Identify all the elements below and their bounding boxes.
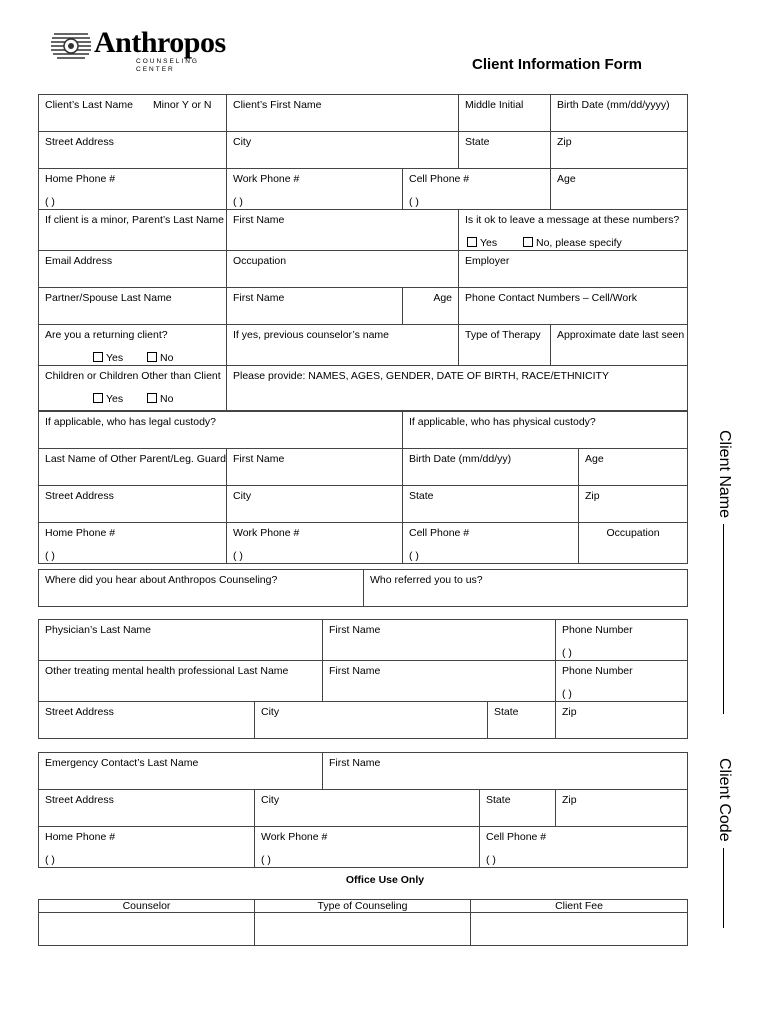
emergency-cell-phone-field[interactable]: Cell Phone # ( ) xyxy=(480,827,688,868)
state-field[interactable]: State xyxy=(459,132,551,169)
physician-phone-field[interactable]: Phone Number ( ) xyxy=(556,620,688,661)
other-parent-occupation-field[interactable]: Occupation xyxy=(579,523,688,564)
partner-first-name-field[interactable]: First Name xyxy=(227,288,403,325)
client-info-table xyxy=(38,94,688,411)
age-field[interactable]: Age xyxy=(551,169,688,210)
logo-mark-icon xyxy=(50,31,92,59)
phone-contact-numbers-field[interactable]: Phone Contact Numbers – Cell/Work xyxy=(459,288,688,325)
client-fee-header: Client Fee xyxy=(471,900,688,913)
other-parent-last-name-field[interactable]: Last Name of Other Parent/Leg. Guard xyxy=(39,449,227,486)
partner-age-field[interactable]: Age xyxy=(403,288,459,325)
children-yes-checkbox[interactable] xyxy=(93,393,103,403)
other-parent-street-field[interactable]: Street Address xyxy=(39,486,227,523)
returning-client-field[interactable]: Are you a returning client? Yes No xyxy=(39,325,227,366)
middle-initial-field[interactable]: Middle Initial xyxy=(459,95,551,132)
other-professional-first-name-field[interactable]: First Name xyxy=(323,661,556,702)
hear-about-field[interactable]: Where did you hear about Anthropos Counseling? xyxy=(39,570,364,607)
birth-date-field[interactable]: Birth Date (mm/dd/yyyy) xyxy=(551,95,688,132)
other-parent-cell-phone-field[interactable]: Cell Phone # ( ) xyxy=(403,523,579,564)
previous-counselor-field[interactable]: If yes, previous counselor’s name xyxy=(227,325,459,366)
type-of-counseling-field[interactable] xyxy=(255,913,471,946)
email-address-field[interactable]: Email Address xyxy=(39,251,227,288)
custody-table xyxy=(38,411,688,564)
other-parent-zip-field[interactable]: Zip xyxy=(579,486,688,523)
professional-zip-field[interactable]: Zip xyxy=(556,702,688,739)
logo-name: Anthropos xyxy=(94,26,226,59)
leave-message-no-checkbox[interactable] xyxy=(523,237,533,247)
partner-last-name-field[interactable]: Partner/Spouse Last Name xyxy=(39,288,227,325)
other-parent-work-phone-field[interactable]: Work Phone # ( ) xyxy=(227,523,403,564)
minor-label: Minor Y or N xyxy=(152,99,212,111)
emergency-city-field[interactable]: City xyxy=(255,790,480,827)
professional-city-field[interactable]: City xyxy=(255,702,488,739)
other-parent-birth-date-field[interactable]: Birth Date (mm/dd/yy) xyxy=(403,449,579,486)
city-field[interactable]: City xyxy=(227,132,459,169)
occupation-field[interactable]: Occupation xyxy=(227,251,459,288)
logo xyxy=(50,26,230,73)
approximate-date-field[interactable]: Approximate date last seen xyxy=(551,325,688,366)
emergency-street-field[interactable]: Street Address xyxy=(39,790,255,827)
other-parent-state-field[interactable]: State xyxy=(403,486,579,523)
referred-by-field[interactable]: Who referred you to us? xyxy=(364,570,688,607)
client-name-line[interactable] xyxy=(723,524,724,714)
returning-yes-checkbox[interactable] xyxy=(93,352,103,362)
other-parent-first-name-field[interactable]: First Name xyxy=(227,449,403,486)
zip-field[interactable]: Zip xyxy=(551,132,688,169)
emergency-work-phone-field[interactable]: Work Phone # ( ) xyxy=(255,827,480,868)
type-of-counseling-header: Type of Counseling xyxy=(255,900,471,913)
type-of-therapy-field[interactable]: Type of Therapy xyxy=(459,325,551,366)
client-last-name-field[interactable]: Client’s Last Name Minor Y or N xyxy=(39,95,227,132)
form-title: Client Information Form xyxy=(472,56,642,73)
emergency-first-name-field[interactable]: First Name xyxy=(323,753,688,790)
legal-custody-field[interactable]: If applicable, who has legal custody? xyxy=(39,412,403,449)
children-no-checkbox[interactable] xyxy=(147,393,157,403)
other-parent-home-phone-field[interactable]: Home Phone # ( ) xyxy=(39,523,227,564)
client-fee-field[interactable] xyxy=(471,913,688,946)
employer-field[interactable]: Employer xyxy=(459,251,688,288)
office-use-title: Office Use Only xyxy=(345,874,425,886)
client-code-side-label: Client Code xyxy=(715,758,733,928)
emergency-zip-field[interactable]: Zip xyxy=(556,790,688,827)
client-code-line[interactable] xyxy=(723,848,724,928)
physical-custody-field[interactable]: If applicable, who has physical custody? xyxy=(403,412,688,449)
professional-street-field[interactable]: Street Address xyxy=(39,702,255,739)
parent-last-name-field[interactable]: If client is a minor, Parent’s Last Name xyxy=(39,210,227,251)
children-field[interactable]: Children or Children Other than Client Yes No xyxy=(39,366,227,411)
referral-table xyxy=(38,569,688,607)
counselor-field[interactable] xyxy=(39,913,255,946)
children-details-field[interactable]: Please provide: NAMES, AGES, GENDER, DATE OF BIRTH, RACE/ETHNICITY xyxy=(227,366,688,411)
emergency-home-phone-field[interactable]: Home Phone # ( ) xyxy=(39,827,255,868)
leave-message-yes-checkbox[interactable] xyxy=(467,237,477,247)
cell-phone-field[interactable]: Cell Phone # ( ) xyxy=(403,169,551,210)
parent-first-name-field[interactable]: First Name xyxy=(227,210,459,251)
emergency-last-name-field[interactable]: Emergency Contact’s Last Name xyxy=(39,753,323,790)
physician-first-name-field[interactable]: First Name xyxy=(323,620,556,661)
physician-table xyxy=(38,619,688,739)
client-name-side-label: Client Name xyxy=(715,430,733,714)
leave-message-field[interactable]: Is it ok to leave a message at these numbers? Yes No, please specify xyxy=(459,210,688,251)
physician-last-name-field[interactable]: Physician’s Last Name xyxy=(39,620,323,661)
emergency-contact-table xyxy=(38,752,688,868)
other-professional-last-name-field[interactable]: Other treating mental health professional Last Name xyxy=(39,661,323,702)
logo-subtitle: COUNSELING CENTER xyxy=(136,58,199,73)
street-address-field[interactable]: Street Address xyxy=(39,132,227,169)
office-use-table xyxy=(38,899,688,946)
emergency-state-field[interactable]: State xyxy=(480,790,556,827)
work-phone-field[interactable]: Work Phone # ( ) xyxy=(227,169,403,210)
returning-no-checkbox[interactable] xyxy=(147,352,157,362)
other-parent-age-field[interactable]: Age xyxy=(579,449,688,486)
professional-state-field[interactable]: State xyxy=(488,702,556,739)
client-first-name-field[interactable]: Client’s First Name xyxy=(227,95,459,132)
home-phone-field[interactable]: Home Phone # ( ) xyxy=(39,169,227,210)
other-parent-city-field[interactable]: City xyxy=(227,486,403,523)
other-professional-phone-field[interactable]: Phone Number ( ) xyxy=(556,661,688,702)
counselor-header: Counselor xyxy=(39,900,255,913)
